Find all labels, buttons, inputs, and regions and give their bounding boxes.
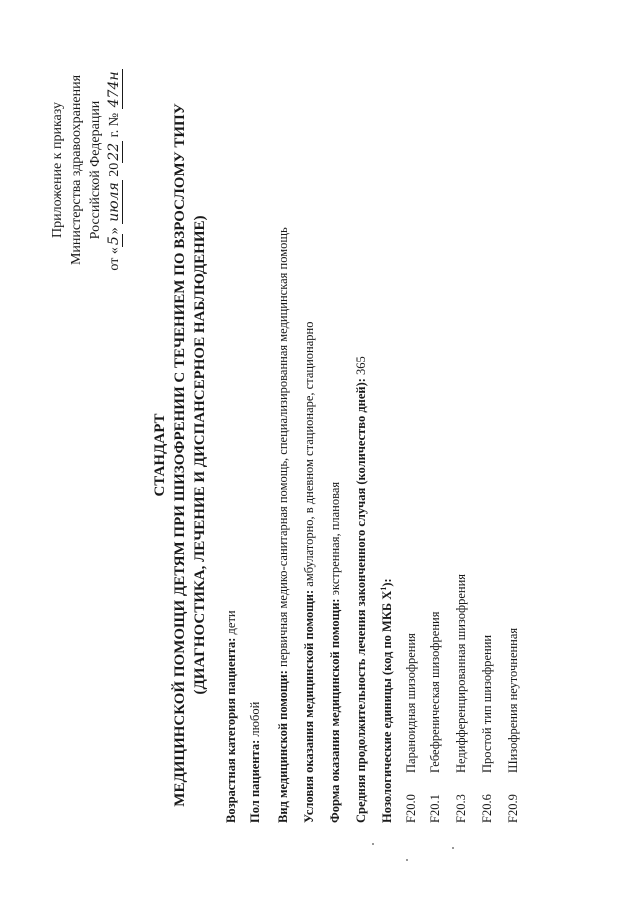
scan-speck bbox=[406, 859, 408, 861]
order-line-2: Министерства здравоохранения bbox=[69, 74, 84, 266]
field-label: Вид медицинской помощи: bbox=[276, 670, 290, 823]
field-value: первичная медико-санитарная помощь, специализированная медицинская помощь bbox=[276, 227, 290, 671]
field-treatment-duration bbox=[354, 356, 369, 823]
date-mid: » bbox=[107, 227, 122, 235]
number-prefix: г. № bbox=[107, 112, 122, 138]
order-reference bbox=[48, 25, 124, 315]
diagnosis-name: Гебефреническая шизофрения bbox=[428, 611, 442, 773]
scan-speck bbox=[452, 847, 454, 849]
order-month: июля bbox=[106, 182, 122, 222]
order-date-line bbox=[105, 25, 124, 315]
field-value: дети bbox=[224, 610, 238, 638]
icd-code: F20.9 bbox=[506, 794, 520, 823]
nosology-label: Нозологические единицы (код по МКБ X bbox=[380, 590, 395, 823]
year-prefix: 20 bbox=[107, 162, 122, 177]
diagnosis-name: Недифференцированная шизофрения bbox=[454, 573, 468, 773]
standard-subtitle-2: (ДИАГНОСТИКА, ЛЕЧЕНИЕ И ДИСПАНСЕРНОЕ НАБЛЮДЕНИЕ) bbox=[192, 215, 208, 695]
field-label: Форма оказания медицинской помощи: bbox=[328, 598, 342, 823]
field-value: любой bbox=[248, 701, 262, 740]
field-value: амбулаторно, в дневном стационаре, стационарно bbox=[302, 321, 316, 590]
icd-code: F20.1 bbox=[428, 794, 442, 823]
field-label: Средняя продолжительность лечения законченного случая (количество дней): bbox=[354, 378, 368, 823]
order-line-3: Российской Федерации bbox=[88, 100, 103, 240]
nosology-heading bbox=[379, 578, 395, 823]
scan-speck bbox=[372, 843, 374, 845]
field-care-form bbox=[328, 482, 343, 823]
order-line-1: Приложение к приказу bbox=[50, 102, 65, 238]
field-label: Условия оказания медицинской помощи: bbox=[302, 589, 316, 823]
diagnosis-name: Параноидная шизофрения bbox=[404, 633, 418, 773]
standard-title: СТАНДАРТ bbox=[152, 413, 168, 497]
standard-subtitle-1: МЕДИЦИНСКОЙ ПОМОЩИ ДЕТЯМ ПРИ ШИЗОФРЕНИИ С ТЕЧЕНИЕМ ПО ВЗРОСЛОМУ ТИПУ bbox=[172, 103, 188, 807]
field-sex bbox=[248, 702, 263, 823]
order-day: 5 bbox=[106, 236, 122, 246]
icd-code: F20.0 bbox=[404, 794, 418, 823]
field-care-type bbox=[276, 227, 291, 823]
field-label: Возрастная категория пациента: bbox=[224, 637, 238, 823]
nosology-suffix: ): bbox=[380, 578, 395, 587]
field-label: Пол пациента: bbox=[248, 739, 262, 823]
date-prefix: от « bbox=[107, 247, 122, 271]
diagnosis-name: Шизофрения неуточненная bbox=[506, 627, 520, 773]
field-value: 365 bbox=[354, 356, 368, 379]
diagnosis-name: Простой тип шизофрении bbox=[480, 634, 494, 773]
field-value: экстренная, плановая bbox=[328, 481, 342, 599]
footnote-marker: 1 bbox=[379, 586, 388, 591]
icd-code: F20.6 bbox=[480, 794, 494, 823]
order-number: 474н bbox=[106, 71, 122, 108]
icd-code: F20.3 bbox=[454, 794, 468, 823]
field-care-conditions bbox=[302, 322, 317, 823]
order-year: 22 bbox=[106, 142, 122, 161]
field-age-category bbox=[224, 610, 239, 823]
